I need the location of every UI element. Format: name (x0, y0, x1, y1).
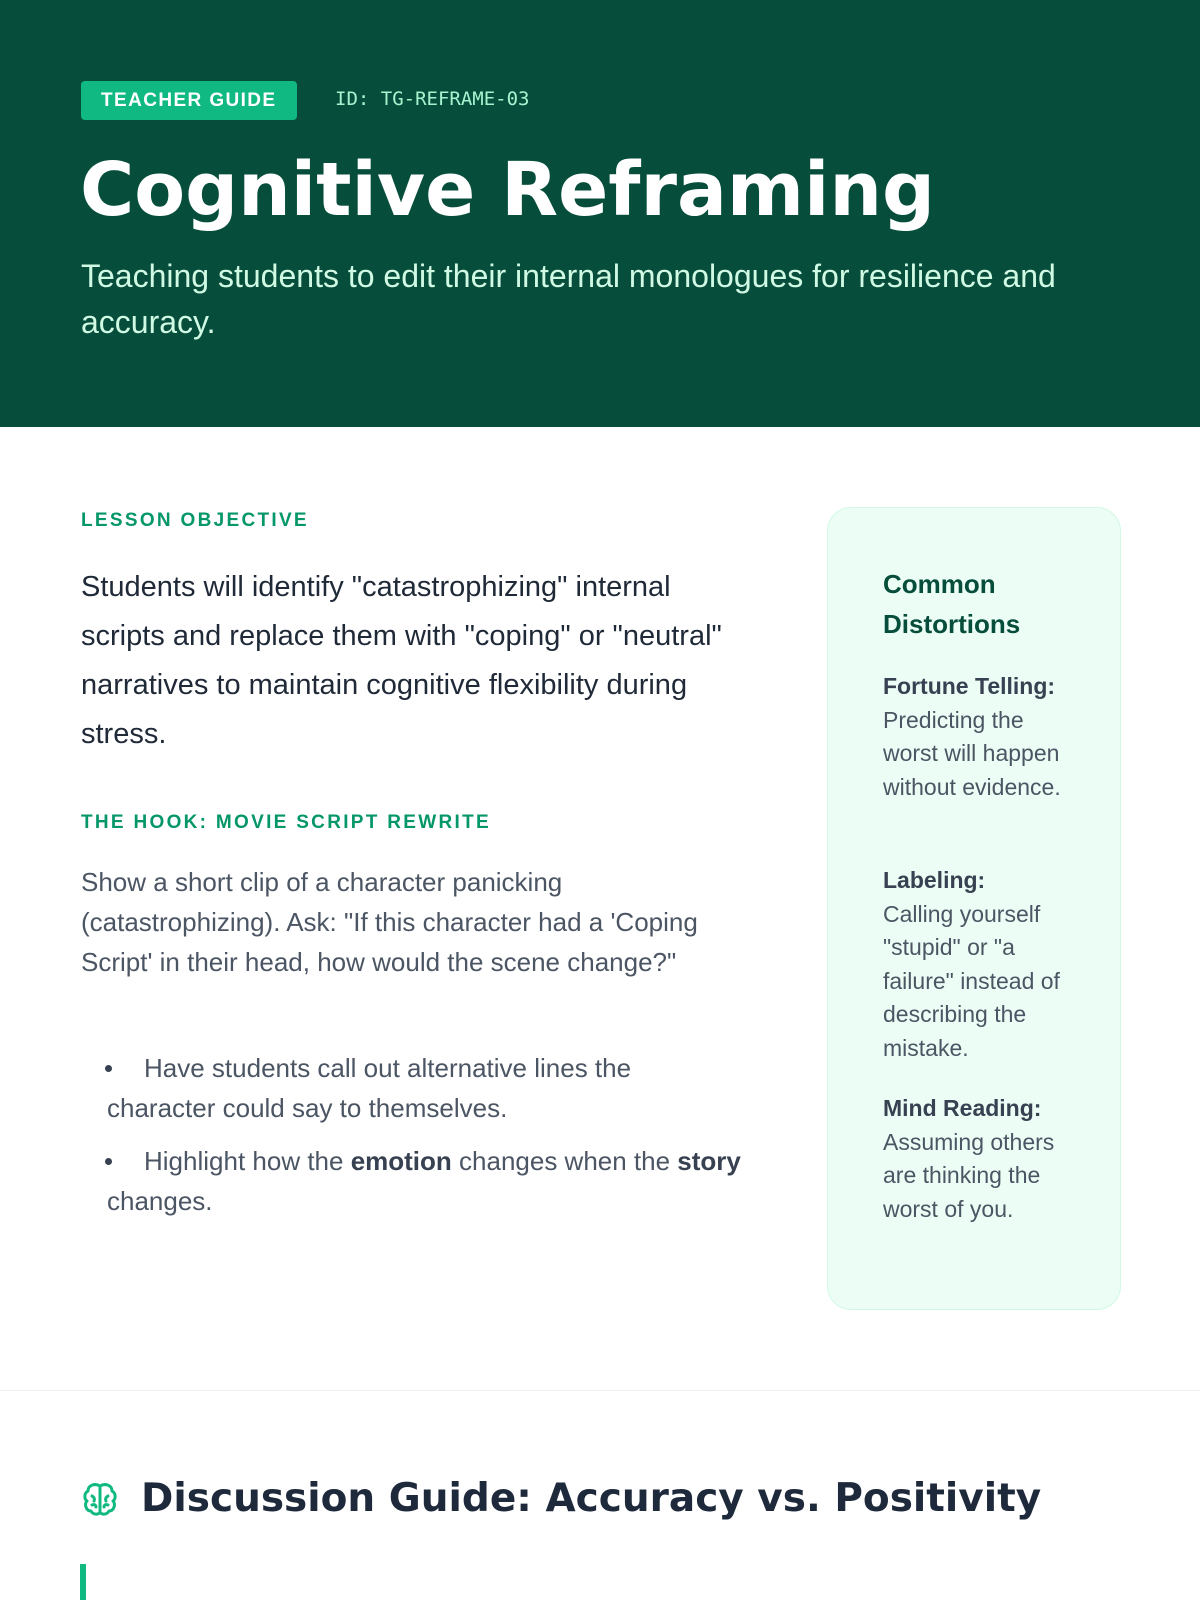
sidebar-title: Common Distortions (883, 569, 1021, 639)
bullet-dot (105, 1065, 112, 1072)
bullet-text-mid: changes when the (451, 1146, 678, 1176)
page-subtitle: Teaching students to edit their internal monologues for resilience and accuracy. (81, 258, 1056, 340)
hook-bullet-list (81, 1048, 741, 1234)
distortion-desc: Calling yourself "stupid" or "a failure" instead of describing the mistake. (883, 900, 1060, 1061)
bullet-text: Have students call out alternative lines the character could say to themselves. (107, 1053, 632, 1123)
page-title: Cognitive Reframing (80, 147, 936, 233)
distortions-sidebar (827, 507, 1121, 1310)
bullet-dot (105, 1158, 112, 1165)
distortion-desc: Assuming others are thinking the worst of you. (883, 1128, 1055, 1222)
hook-text: Show a short clip of a character panicking (catastrophizing). Ask: "If this character had a 'Coping Script' in their head, how would the scene change?" (81, 867, 698, 977)
hook-label: THE HOOK: MOVIE SCRIPT REWRITE (81, 812, 491, 833)
bullet-emphasis-emotion: emotion (350, 1146, 452, 1176)
list-item (81, 1141, 741, 1221)
section-divider (0, 1390, 1200, 1391)
distortion-item (883, 670, 1083, 804)
distortion-item (883, 1092, 1083, 1226)
objective-text: Students will identify "catastrophizing" internal scripts and replace them with "coping" or "neutral" narratives to maintain cognitive flexibility during stress. (81, 571, 722, 750)
distortion-term: Fortune Telling: (883, 673, 1056, 699)
distortion-item (883, 864, 1083, 1065)
distortion-term: Labeling: (883, 867, 986, 893)
brain-icon (80, 1480, 120, 1520)
quote-accent-bar (80, 1564, 86, 1600)
bullet-text-pre: Highlight how the (144, 1146, 351, 1176)
distortion-desc: Predicting the worst will happen without evidence. (883, 706, 1061, 800)
bullet-emphasis-story: story (677, 1146, 741, 1176)
guide-badge: TEACHER GUIDE (81, 81, 297, 120)
distortion-term: Mind Reading: (883, 1095, 1042, 1121)
bullet-text-post: changes. (107, 1186, 213, 1216)
discussion-title: Discussion Guide: Accuracy vs. Positivity (141, 1476, 1042, 1521)
document-id: ID: TG-REFRAME-03 (335, 88, 530, 110)
list-item (81, 1048, 741, 1128)
objective-label: LESSON OBJECTIVE (81, 510, 309, 531)
hero-header (0, 0, 1200, 427)
